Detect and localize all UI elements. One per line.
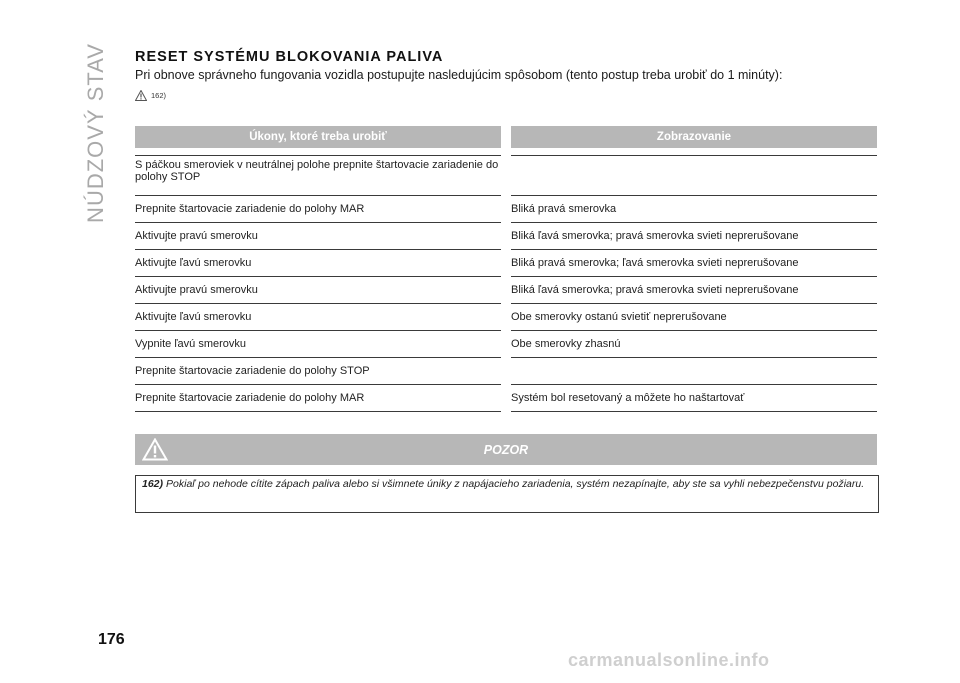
warning-reference-number: 162) (151, 91, 167, 100)
header-gap (501, 126, 511, 148)
table-row (135, 385, 877, 412)
table-row (135, 277, 877, 304)
reset-procedure-table (135, 126, 877, 412)
display-cell: Obe smerovky ostanú svietiť neprerušovane (511, 304, 877, 331)
warning-reference (135, 90, 166, 101)
header-spacer-row (135, 148, 877, 156)
warning-number: 162) (142, 478, 164, 490)
header-actions: Úkony, ktoré treba urobiť (135, 126, 501, 148)
page-number: 176 (98, 631, 125, 648)
action-cell: Prepnite štartovacie zariadenie do polohy MAR (135, 385, 501, 412)
table-row (135, 331, 877, 358)
intro-text: Pri obnove správneho fungovania vozidla postupujte nasledujúcim spôsobom (tento postup treba urobiť do 1 minúty): (135, 68, 783, 82)
action-cell: S páčkou smeroviek v neutrálnej polohe prepnite štartovacie zariadenie do polohy STOP (135, 156, 501, 196)
warning-title: POZOR (483, 443, 529, 457)
display-cell: Bliká ľavá smerovka; pravá smerovka svieti neprerušovane (511, 223, 877, 250)
table-row (135, 358, 877, 385)
header-display: Zobrazovanie (511, 126, 877, 148)
display-cell (511, 156, 877, 196)
warning-text: Pokiaľ po nehode cítite zápach paliva alebo si všimnete úniky z napájacieho zariadenia, systém nezapínajte, aby ste sa vyhli nebezpečenstvu požiaru. (166, 478, 865, 490)
section-title: RESET SYSTÉMU BLOKOVANIA PALIVA (135, 49, 444, 65)
table-row (135, 223, 877, 250)
table-row (135, 304, 877, 331)
display-cell: Bliká pravá smerovka; ľavá smerovka svieti neprerušovane (511, 250, 877, 277)
warning-body (135, 475, 879, 513)
display-cell: Systém bol resetovaný a môžete ho naštartovať (511, 385, 877, 412)
action-cell: Vypnite ľavú smerovku (135, 331, 501, 358)
watermark: carmanualsonline.info (568, 650, 770, 670)
display-cell: Obe smerovky zhasnú (511, 331, 877, 358)
table-header-row (135, 126, 877, 148)
table-row (135, 196, 877, 223)
action-cell: Aktivujte pravú smerovku (135, 223, 501, 250)
table-row (135, 156, 877, 196)
action-cell: Prepnite štartovacie zariadenie do polohy STOP (135, 358, 501, 385)
action-cell: Prepnite štartovacie zariadenie do polohy MAR (135, 196, 501, 223)
warning-triangle-icon (135, 90, 147, 101)
action-cell: Aktivujte pravú smerovku (135, 277, 501, 304)
display-cell (511, 358, 877, 385)
action-cell: Aktivujte ľavú smerovku (135, 250, 501, 277)
warning-header (135, 434, 877, 465)
display-cell: Bliká pravá smerovka (511, 196, 877, 223)
chapter-side-title-text: NÚDZOVÝ STAV (83, 43, 108, 223)
display-cell: Bliká ľavá smerovka; pravá smerovka svieti neprerušovane (511, 277, 877, 304)
action-cell: Aktivujte ľavú smerovku (135, 304, 501, 331)
chapter-side-title (76, 43, 116, 223)
table-row (135, 250, 877, 277)
